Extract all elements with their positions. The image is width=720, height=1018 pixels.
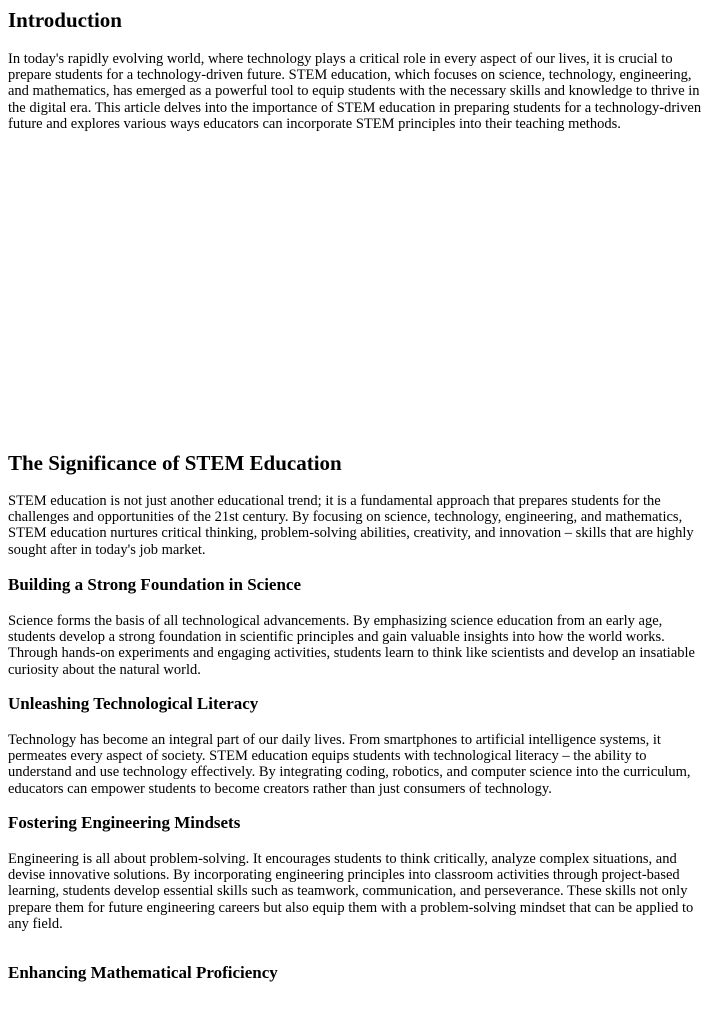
mathematics-heading: Enhancing Mathematical Proficiency — [8, 963, 278, 982]
engineering-heading: Fostering Engineering Mindsets — [8, 813, 241, 832]
technology-heading: Unleashing Technological Literacy — [8, 694, 259, 713]
technology-paragraph: Technology has become an integral part of our daily lives. From smartphones to artificial intelligence systems, it permeates every aspect of society. STEM education equips students with technological literacy – the ability to understand and use technology effectively. By integrating coding, robotics, and computer science into the curriculum, educators can empower students to become creators rather than just consumers of technology. — [8, 732, 691, 797]
significance-paragraph: STEM education is not just another educational trend; it is a fundamental approach that prepares students for the challenges and opportunities of the 21st century. By focusing on science, technology, engineering, and mathematics, STEM education nurtures critical thinking, problem-solving abilities, creativity, and innovation – skills that are highly sought after in today's job market. — [8, 493, 694, 558]
science-heading: Building a Strong Foundation in Science — [8, 575, 302, 594]
introduction-paragraph: In today's rapidly evolving world, where technology plays a critical role in every aspect of our lives, it is crucial to prepare students for a technology-driven future. STEM education, which focuses on science, technology, engineering, and mathematics, has emerged as a powerful tool to equip students with the necessary skills and knowledge to thrive in the digital era. This article delves into the importance of STEM education in preparing students for a technology-driven future and explores various ways educators can incorporate STEM principles into their teaching methods. — [8, 51, 702, 132]
significance-heading: The Significance of STEM Education — [8, 451, 342, 475]
science-paragraph: Science forms the basis of all technological advancements. By emphasizing science education from an early age, students develop a strong foundation in scientific principles and gain valuable insights into how the world works. Through hands-on experiments and engaging activities, students learn to think like scientists and develop an insatiable curiosity about the natural world. — [8, 613, 695, 678]
introduction-heading: Introduction — [8, 8, 122, 32]
engineering-paragraph: Engineering is all about problem-solving. It encourages students to think critically, analyze complex situations, and devise innovative solutions. By incorporating engineering principles into classroom activities through project-based learning, students develop essential skills such as teamwork, communication, and perseverance. These skills not only prepare them for future engineering careers but also equip them with a problem-solving mindset that can be applied to any field. — [8, 851, 694, 932]
